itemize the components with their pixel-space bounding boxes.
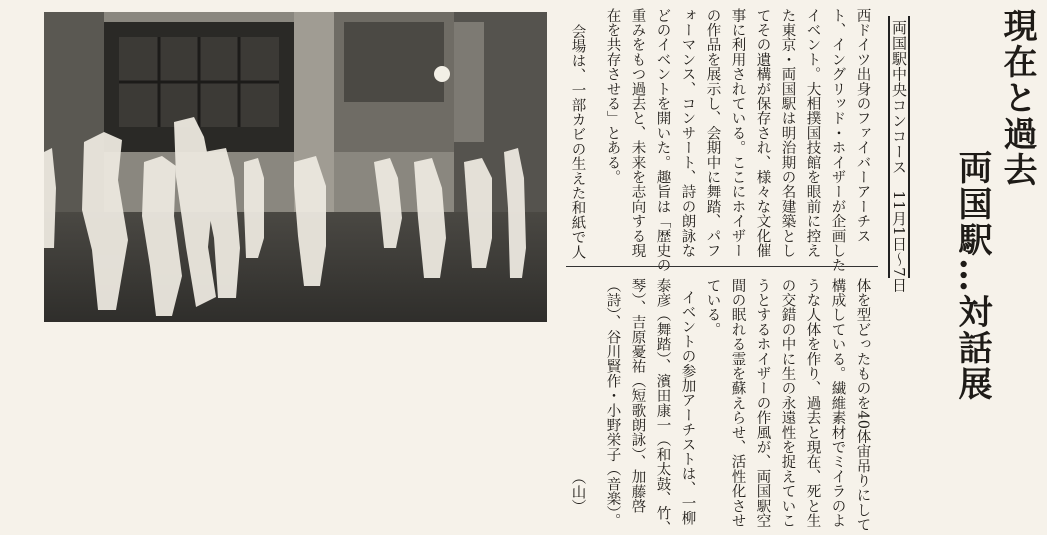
body-line: 会場は、一部カビの生えた和紙で人 [569, 24, 586, 260]
body-line: 重みをもつ過去と、未来を志向する現 [629, 8, 646, 258]
body-line: た東京・両国駅は明治期の名建築とし [779, 8, 796, 258]
body-line: （詩）、谷川賢作・小野栄子（音楽）。 [604, 278, 621, 529]
section-divider [566, 266, 878, 267]
body-line: 間の眠れる霊を蘇えらせ、活性化させ [729, 278, 746, 528]
exhibition-photo [44, 12, 547, 322]
body-line: 琴）、吉原憂祐（短歌朗詠）、加藤啓 [629, 278, 646, 514]
author-initial: （山） [569, 470, 586, 515]
body-line: うな人体を作り、過去と現在、死と生 [804, 278, 821, 528]
body-line: 体を型どったものを40体宙吊りにして [854, 278, 871, 533]
body-line: 在を共存させる」とある。 [604, 8, 621, 185]
body-line: の作品を展示し、会期中に舞踏、パフ [704, 8, 721, 258]
body-line: どのイベントを開いた。趣旨は「歴史の [654, 8, 671, 273]
body-line: ている。 [704, 278, 721, 337]
body-line: ト、イングリッド・ホイザーが企画した [829, 8, 846, 273]
body-line: ォーマンス、コンサート、詩の朗詠な [679, 8, 696, 258]
body-line: 事に利用されている。ここにホイザー [729, 8, 746, 258]
body-line: うとするホイザーの作風が、両国駅空 [754, 278, 771, 528]
body-line: 構成している。繊維素材でミイラのよ [829, 278, 846, 528]
article-subtitle: 両国駅中央コンコース 11月1日〜7日 [890, 20, 908, 293]
body-line: てその遺構が保存され、様々な文化催 [754, 8, 771, 258]
article-title-sub: 両国駅…対話展 [952, 150, 992, 402]
body-line: イベント。大相撲国技館を眼前に控え [804, 8, 821, 258]
article-title: 現在と過去 [997, 8, 1037, 188]
body-line: 西ドイツ出身のファイバーアーチス [854, 8, 871, 244]
body-line: イベントの参加アーチストは、一柳 [679, 290, 696, 526]
body-line: 泰彦（舞踏）、濱田康一（和太鼓、竹、 [654, 278, 671, 535]
body-line: の交錯の中に生の永遠性を捉えていこ [779, 278, 796, 528]
